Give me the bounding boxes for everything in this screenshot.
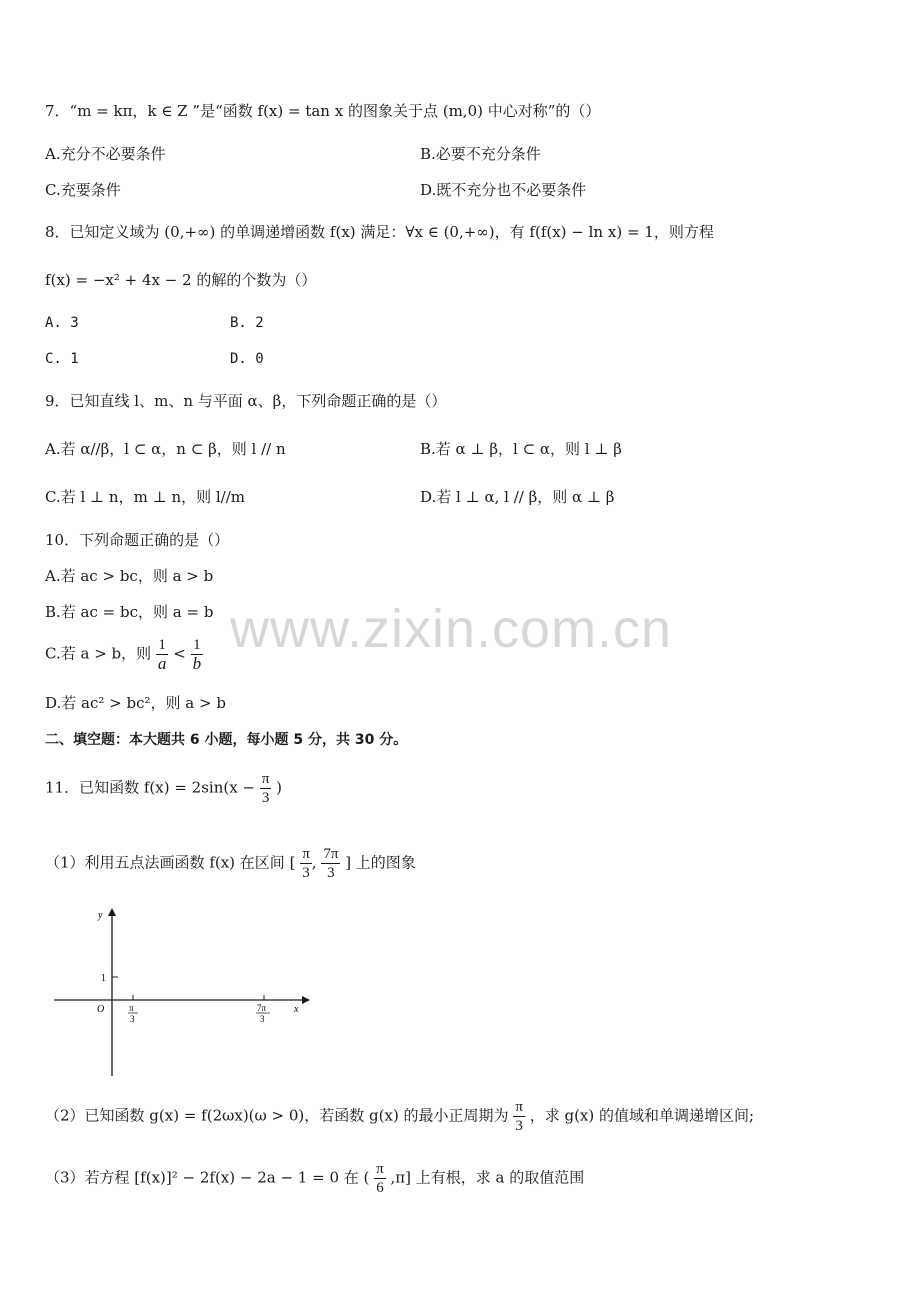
q8-option-a: A. 3: [45, 315, 79, 331]
q7-option-d: D.既不充分也不必要条件: [420, 181, 587, 199]
y-label: y: [98, 910, 103, 921]
q11-p1-frac-2: [321, 845, 340, 882]
q11-stem-pre: 11．已知函数 f(x) = 2sin(x −: [45, 778, 256, 797]
q8-option-b: B. 2: [230, 315, 264, 331]
x-tick-2-den: 3: [260, 1014, 265, 1024]
frac-num: π: [302, 846, 310, 862]
q11-p1-frac-1: [300, 845, 312, 882]
q11-p3-frac: [374, 1160, 386, 1197]
frac-num: π: [376, 1161, 384, 1177]
y-axis-arrow-icon: [108, 908, 116, 916]
frac-den: 3: [327, 865, 335, 881]
q9-option-b: B.若 α ⊥ β，l ⊂ α，则 l ⊥ β: [420, 440, 622, 458]
q10-option-c-text: C.若 a > b，则: [45, 644, 152, 663]
q7-stem: 7．“m = kπ，k ∈ Z ”是“函数 f(x) = tan x 的图象关于点 (m,0) 中心对称”的（）: [45, 102, 601, 120]
q9-option-d: D.若 l ⊥ α, l // β，则 α ⊥ β: [420, 488, 615, 506]
q10-frac-1a: [156, 636, 169, 673]
q10-stem: 10．下列命题正确的是（）: [45, 531, 230, 549]
q9-option-c: C.若 l ⊥ n，m ⊥ n，则 l//m: [45, 488, 246, 506]
q10-option-d: D.若 ac² > bc²，则 a > b: [45, 694, 226, 712]
x-axis-arrow-icon: [302, 996, 310, 1004]
origin-label: O: [97, 1004, 105, 1015]
q11-p2-frac: [513, 1098, 525, 1135]
q8-option-c: C. 1: [45, 351, 79, 367]
frac-den: 3: [515, 1118, 523, 1134]
frac-den: b: [192, 654, 202, 673]
q8-option-d: D. 0: [230, 351, 264, 367]
frac-den: 6: [376, 1180, 384, 1196]
q11-p3-pre: （3）若方程 [f(x)]² − 2f(x) − 2a − 1 = 0 在 (: [45, 1168, 370, 1187]
frac-den: a: [157, 654, 167, 673]
frac-den: 3: [261, 790, 270, 806]
q7-option-c: C.充要条件: [45, 181, 121, 199]
q8-stem: 8．已知定义域为 (0,+∞) 的单调递增函数 f(x) 满足：∀x ∈ (0,+∞)，有 f(f(x) − ln x) = 1，则方程: [45, 223, 714, 241]
q11-part-2: [45, 1098, 754, 1135]
axes-graph: [50, 900, 320, 1085]
q10-option-b: B.若 ac = bc，则 a = b: [45, 603, 214, 621]
q11-p1-post: ] 上的图象: [345, 853, 416, 872]
q7-option-b: B.必要不充分条件: [420, 145, 541, 163]
x-tick-2-num: 7π: [257, 1003, 267, 1013]
q11-p2-post: ，求 g(x) 的值域和单调递增区间;: [529, 1106, 755, 1125]
q9-option-a: A.若 α//β，l ⊂ α，n ⊂ β，则 l // n: [45, 440, 286, 458]
watermark: www.zixin.com.cn: [230, 599, 673, 659]
q10-option-c: [45, 636, 203, 673]
x-label: x: [294, 1004, 299, 1015]
q11-part-1: （1）利用五点法画函数 f(x) 在区间 [ $\frac{\pi}{3}$ , $\frac{7\pi}{3}$ ] 上的图象: [45, 846, 416, 881]
q11-part-3: [45, 1160, 584, 1197]
frac-num: 1: [191, 636, 204, 655]
q11-p3-post: ,π] 上有根，求 a 的取值范围: [390, 1168, 585, 1187]
q11-p1-pre: （1）利用五点法画函数 f(x) 在区间 [: [45, 853, 296, 872]
section-2-header: 二、填空题：本大题共 6 小题，每小题 5 分，共 30 分。: [45, 732, 408, 748]
frac-num: 7π: [323, 846, 339, 862]
q11-stem: [45, 770, 282, 807]
q10-option-a: A.若 ac > bc，则 a > b: [45, 567, 214, 585]
frac-num: 1: [156, 636, 169, 655]
q11-stem-post: ): [276, 778, 283, 797]
q7-option-a: A.充分不必要条件: [45, 145, 166, 163]
q11-stem-frac: [260, 770, 272, 807]
q9-stem: 9．已知直线 l、m、n 与平面 α、β，下列命题正确的是（）: [45, 392, 447, 410]
q10-frac-1b: [191, 636, 204, 673]
x-tick-1-den: 3: [130, 1014, 135, 1024]
frac-den: 3: [302, 865, 310, 881]
frac-num: π: [261, 771, 270, 787]
q11-p2-pre: （2）已知函数 g(x) = f(2ωx)(ω > 0)，若函数 g(x) 的最小正周期为: [45, 1106, 509, 1125]
y-tick-label: 1: [101, 973, 106, 984]
q10-op: <: [173, 644, 186, 663]
q8-stem-2: f(x) = −x² + 4x − 2 的解的个数为（）: [45, 271, 317, 289]
x-tick-1-num: π: [129, 1003, 134, 1013]
frac-num: π: [515, 1099, 523, 1115]
